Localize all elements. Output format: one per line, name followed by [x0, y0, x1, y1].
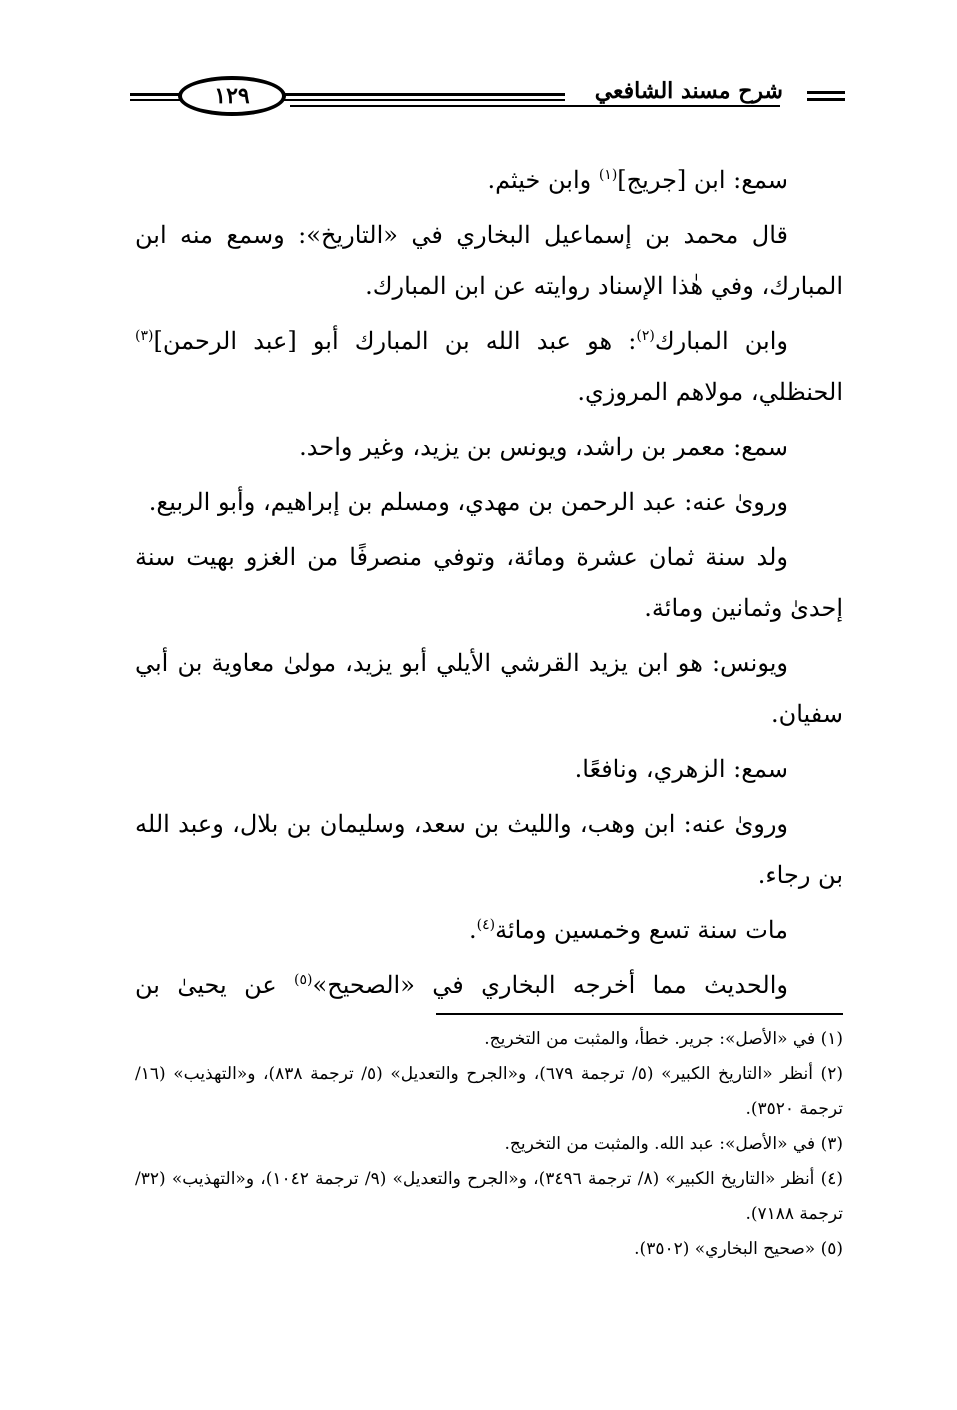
- footnote-item: (١) في «الأصل»: جرير. خطأ، والمثبت من التخريج.: [484, 1029, 843, 1049]
- main-text: [135, 155, 843, 1015]
- text-run: الحنظلي، مولاهم المروزي.: [577, 378, 843, 406]
- text-run: .: [469, 916, 477, 944]
- footnote-ref[interactable]: (٣): [135, 328, 154, 344]
- text-run: وابن خيثم.: [487, 166, 599, 194]
- footnote-ref[interactable]: (٤): [476, 917, 496, 933]
- paragraph: [135, 316, 843, 418]
- footnote-item: (٥) «صحيح البخاري» (٣٥٠٢).: [634, 1239, 843, 1259]
- footnote-ref[interactable]: (١): [598, 167, 618, 183]
- footnote-item: (٢) أنظر «التاريخ الكبير» (٥/ ترجمة ٦٧٩)، و«الجرح والتعديل» (٥/ ترجمة ٨٣٨)، و«التهذيب» (١٦/ ترجمة ٣٥٢٠).: [135, 1064, 843, 1119]
- footnote-ref[interactable]: (٢): [636, 328, 655, 344]
- footnote-item: (٣) في «الأصل»: عبد الله. والمثبت من التخريج.: [504, 1134, 843, 1154]
- paragraph: سمع: معمر بن راشد، ويونس بن يزيد، وغير واحد.: [299, 433, 788, 461]
- footnote-separator: [436, 1013, 843, 1015]
- paragraph: [135, 905, 843, 956]
- header-title: شرح مسند الشافعي: [594, 78, 783, 104]
- text-run: : هو عبد الله بن المبارك أبو [عبد الرحمن]: [153, 327, 637, 355]
- text-run: سمع: ابن [جريج]: [617, 166, 788, 194]
- page-number: ١٢٩: [214, 83, 250, 109]
- header-dash-top: [807, 91, 845, 94]
- paragraph: ويونس: هو ابن يزيد القرشي الأيلي أبو يزيد، مولىٰ معاوية بن أبي سفيان.: [135, 649, 843, 728]
- text-run: عن يحيىٰ بن: [135, 971, 295, 999]
- paragraph: وروىٰ عنه: ابن وهب، والليث بن سعد، وسليمان بن بلال، وعبد الله بن رجاء.: [135, 810, 843, 889]
- footnote-ref[interactable]: (٥): [294, 972, 313, 988]
- text-run: وابن المبارك: [654, 327, 788, 355]
- paragraph: وروىٰ عنه: عبد الرحمن بن مهدي، ومسلم بن إبراهيم، وأبو الربيع.: [148, 488, 788, 516]
- paragraph: [135, 960, 843, 1011]
- paragraph: قال محمد بن إسماعيل البخاري في «التاريخ»: وسمع منه ابن المبارك، وفي هٰذا الإسناد روايته عن ابن المبارك.: [135, 221, 843, 300]
- header-dash-bottom: [807, 98, 845, 101]
- text-run: مات سنة تسع وخمسين ومائة: [495, 916, 788, 944]
- header-rule-under-title: [290, 105, 780, 107]
- paragraph: ولد سنة ثمان عشرة ومائة، وتوفي منصرفًا من الغزو بهيت سنة إحدىٰ وثمانين ومائة.: [135, 543, 843, 622]
- footnotes: [135, 1022, 843, 1267]
- running-header: [130, 72, 845, 122]
- paragraph: سمع: الزهري، ونافعًا.: [574, 755, 788, 783]
- paragraph: [135, 155, 843, 206]
- text-run: والحديث مما أخرجه البخاري في «الصحيح»: [312, 971, 788, 999]
- footnote-item: (٤) أنظر «التاريخ الكبير» (٨/ ترجمة ٣٤٩٦)، و«الجرح والتعديل» (٩/ ترجمة ١٠٤٢)، و«التهذيب» (٣٢/ ترجمة ٧١٨٨).: [135, 1169, 843, 1224]
- page-number-badge: [178, 76, 286, 116]
